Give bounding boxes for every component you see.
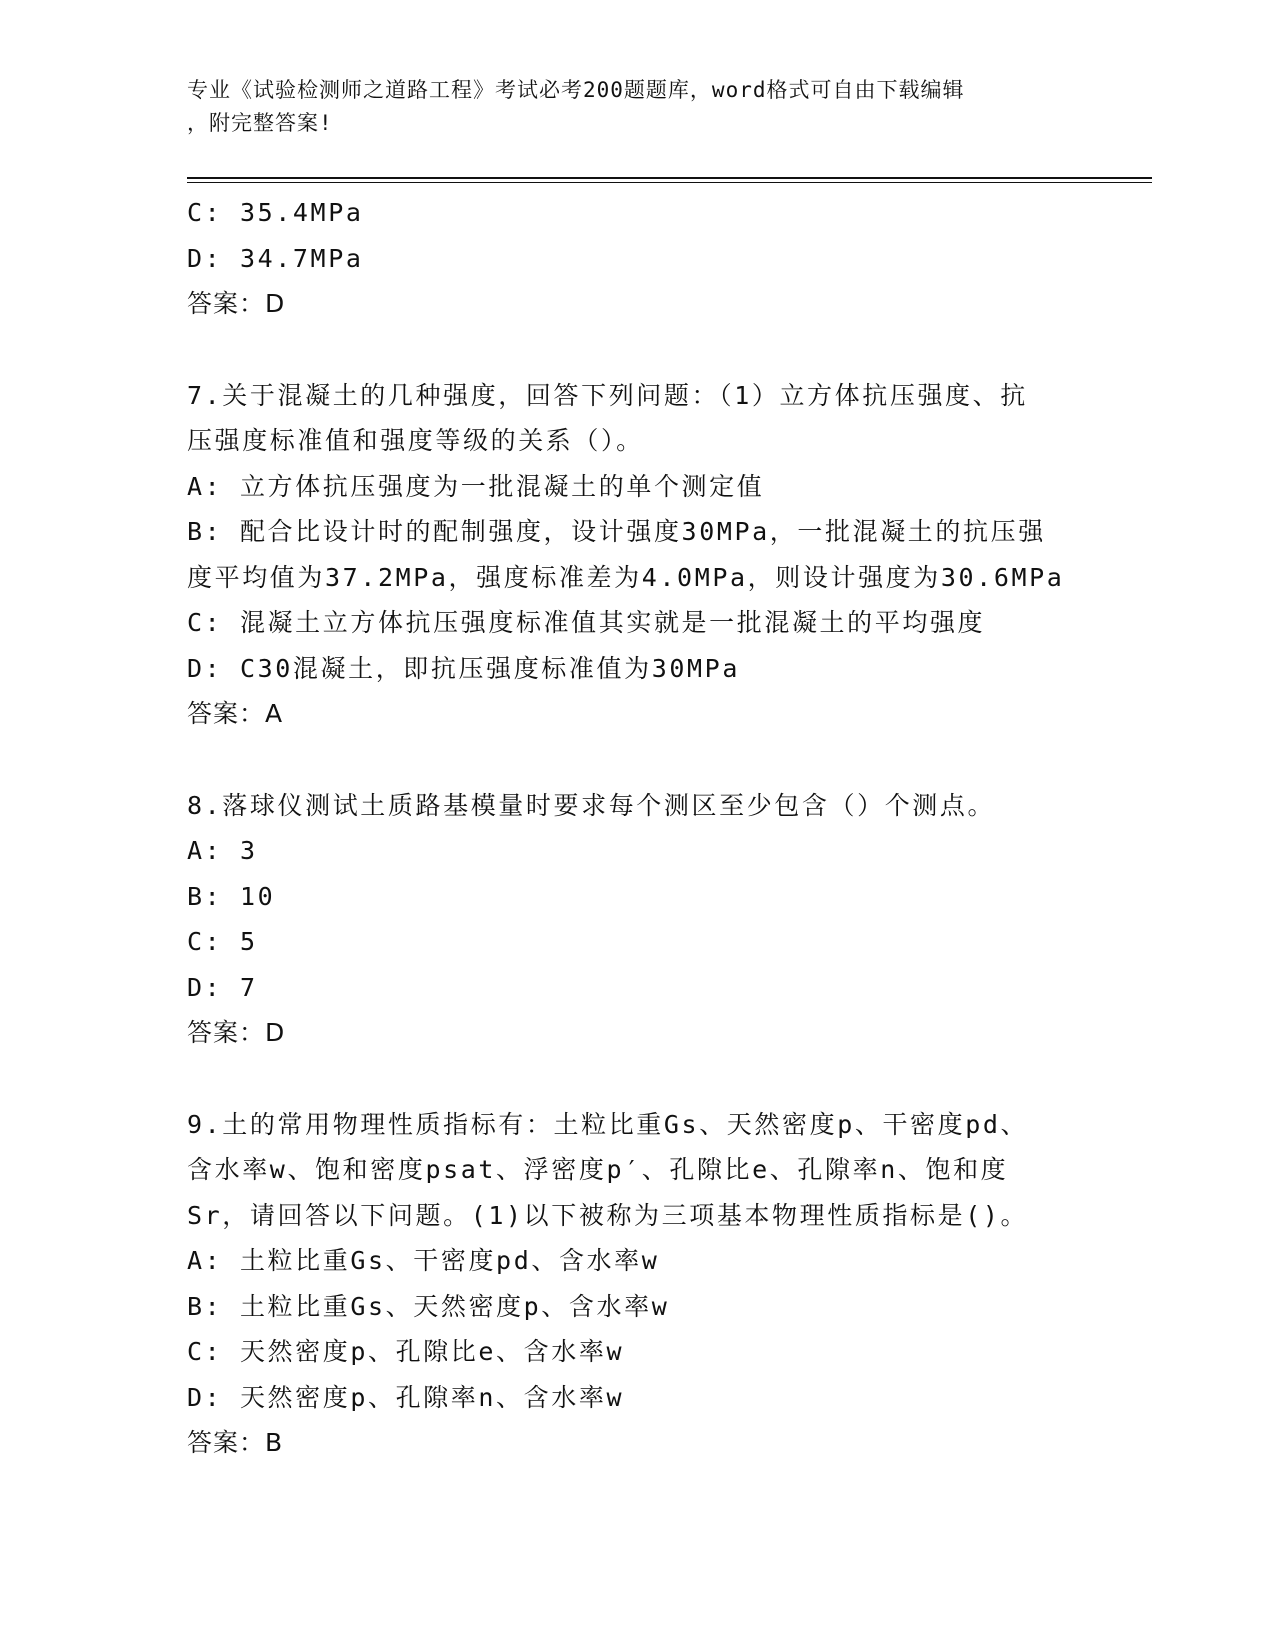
question-stem-line: 压强度标准值和强度等级的关系（）。 — [187, 426, 644, 455]
option-b: B: 土粒比重Gs、天然密度p、含水率w — [187, 1291, 670, 1321]
question-spacer — [187, 1056, 1077, 1102]
question-spacer — [187, 327, 1077, 373]
option-c: C: 35.4MPa — [187, 198, 364, 227]
question-content — [187, 190, 1077, 1466]
question-7 — [187, 373, 1077, 737]
answer-line: 答案：A — [187, 699, 284, 728]
option-c: C: 5 — [187, 927, 258, 956]
header-divider-thin — [187, 182, 1152, 183]
option-a: A: 土粒比重Gs、干密度pd、含水率w — [187, 1246, 660, 1275]
header-line-1: 专业《试验检测师之道路工程》考试必考200题题库，word格式可自由下载编辑 — [187, 78, 965, 102]
document-header — [187, 74, 1077, 140]
option-c: C: 混凝土立方体抗压强度标准值其实就是一批混凝土的平均强度 — [187, 608, 986, 637]
question-stem-line: 8.落球仪测试土质路基模量时要求每个测区至少包含（）个测点。 — [187, 790, 996, 820]
question-fragment — [187, 190, 1077, 327]
question-stem-line: 9.土的常用物理性质指标有：土粒比重Gs、天然密度p、干密度pd、 — [187, 1109, 1029, 1139]
question-spacer — [187, 737, 1077, 783]
question-8 — [187, 783, 1077, 1056]
option-c: C: 天然密度p、孔隙比e、含水率w — [187, 1337, 625, 1366]
header-line-2: ，附完整答案! — [187, 111, 333, 135]
header-divider-thick — [187, 177, 1152, 179]
option-d: D: 34.7MPa — [187, 243, 364, 273]
option-a: A: 3 — [187, 836, 258, 865]
option-b-continued: 度平均值为37.2MPa，强度标准差为4.0MPa，则设计强度为30.6MPa — [187, 562, 1065, 592]
question-9 — [187, 1102, 1077, 1466]
answer-line: 答案：B — [187, 1428, 284, 1457]
question-stem-line: 含水率w、饱和密度psat、浮密度p′、孔隙比e、孔隙率n、饱和度 — [187, 1155, 1009, 1184]
option-b: B: 10 — [187, 881, 276, 911]
option-a: A: 立方体抗压强度为一批混凝土的单个测定值 — [187, 471, 765, 501]
answer-line: 答案：D — [187, 289, 286, 318]
answer-line: 答案：D — [187, 1018, 286, 1047]
question-stem-line: 7.关于混凝土的几种强度，回答下列问题：（1）立方体抗压强度、抗 — [187, 380, 1028, 410]
question-stem-line: Sr，请回答以下问题。(1)以下被称为三项基本物理性质指标是()。 — [187, 1200, 1029, 1230]
option-d: D: 7 — [187, 972, 258, 1002]
option-d: D: C30混凝土，即抗压强度标准值为30MPa — [187, 653, 740, 683]
option-d: D: 天然密度p、孔隙率n、含水率w — [187, 1382, 625, 1412]
option-b: B: 配合比设计时的配制强度，设计强度30MPa，一批混凝土的抗压强 — [187, 517, 1046, 546]
